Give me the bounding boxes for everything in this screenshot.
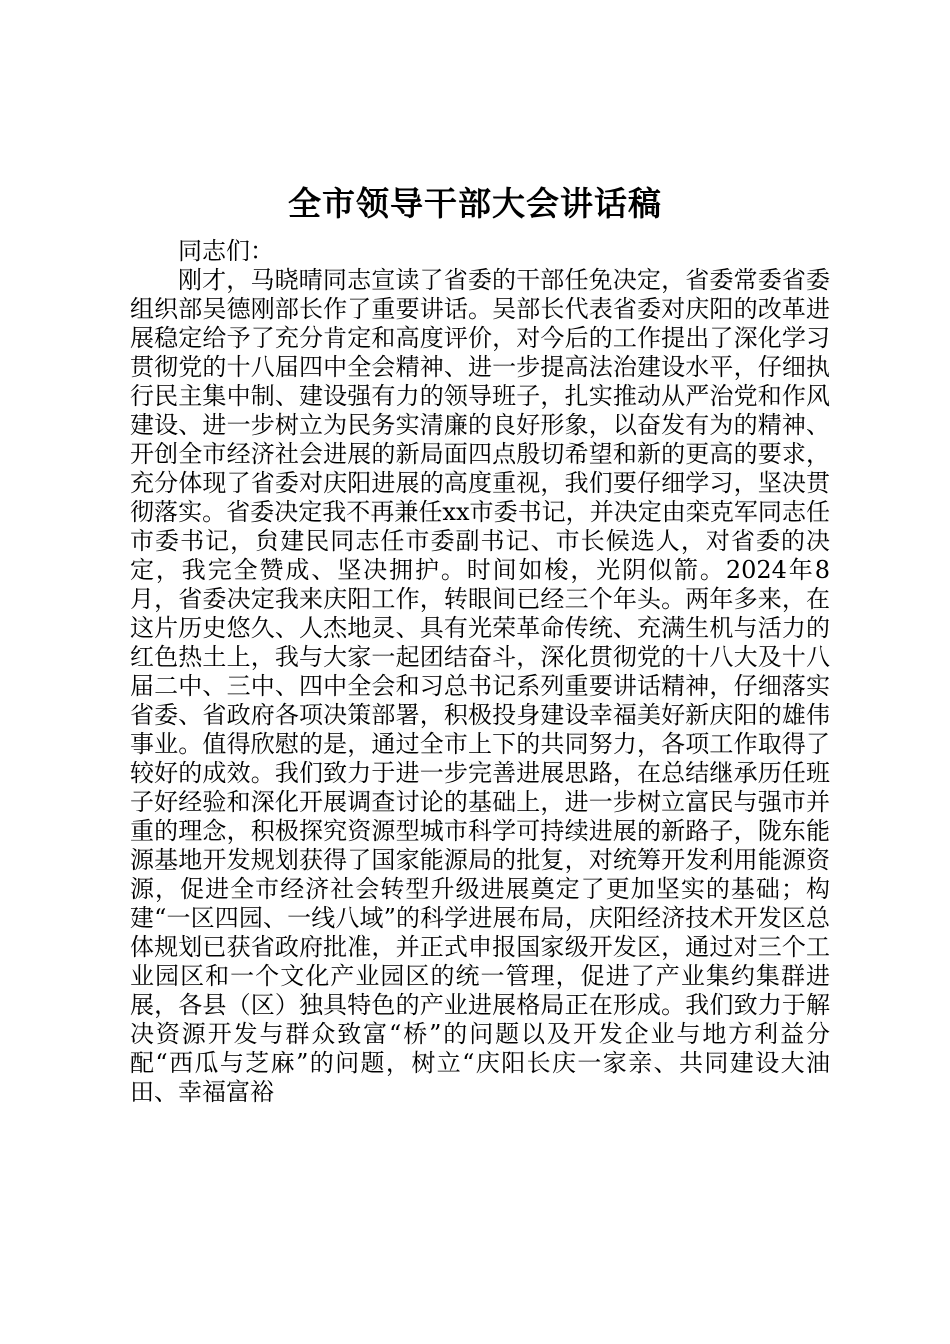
document-title: 全市领导干部大会讲话稿 <box>288 184 662 223</box>
salutation: 同志们： <box>178 237 274 265</box>
body-paragraph: 刚才，马晓晴同志宣读了省委的干部任免决定，省委常委省委组织部吴德刚部长作了重要讲话。吴部长代表省委对庆阳的改革进展稳定给予了充分肯定和高度评价，对今后的工作提出了深化学习贯彻党的十八届四中全会精神、进一步提高法治建设水平，仔细执行民主集中制、建设强有力的领导班子，扎实推动从严治党和作风建设、进一步树立为民务实清廉的良好形象，以奋发有为的精神、开创全市经济社会进展的新局面四点殷切希望和新的更高的要求，充分体现了省委对庆阳进展的高度重视，我们要仔细学习，坚决贯彻落实。省委决定我不再兼任xx市委书记，并决定由栾克军同志任市委书记，贠建民同志任市委副书记、市长候选人，对省委的决定，我完全赞成、坚决拥护。时间如梭，光阴似箭。2024年8月，省委决定我来庆阳工作，转眼间已经三个年头。两年多来，在这片历史悠久、人杰地灵、具有光荣革命传统、充满生机与活力的红色热土上，我与大家一起团结奋斗，深化贯彻党的十八大及十八届二中、三中、四中全会和习总书记系列重要讲话精神，仔细落实省委、省政府各项决策部署，积极投身建设幸福美好新庆阳的雄伟事业。值得欣慰的是，通过全市上下的共同努力，各项工作取得了较好的成效。我们致力于进一步完善进展思路，在总结继承历任班子好经验和深化开展调查讨论的基础上，进一步树立富民与强市并重的理念，积极探究资源型城市科学可持续进展的新路子，陇东能源基地开发规划获得了国家能源局的批复，对统筹开发利用能源资源，促进全市经济社会转型升级进展奠定了更加坚实的基础；构建“一区四园、一线八域”的科学进展布局，庆阳经济技术开发区总体规划已获省政府批准，并正式申报国家级开发区，通过对三个工业园区和一个文化产业园区的统一管理，促进了产业集约集群进展，各县（区）独具特色的产业进展格局正在形成。我们致力于解决资源开发与群众致富“桥”的问题以及开发企业与地方利益分配“西瓜与芝麻”的问题，树立“庆阳长庆一家亲、共同建设大油田、幸福富裕 <box>130 266 830 1106</box>
document-body <box>130 237 830 1107</box>
